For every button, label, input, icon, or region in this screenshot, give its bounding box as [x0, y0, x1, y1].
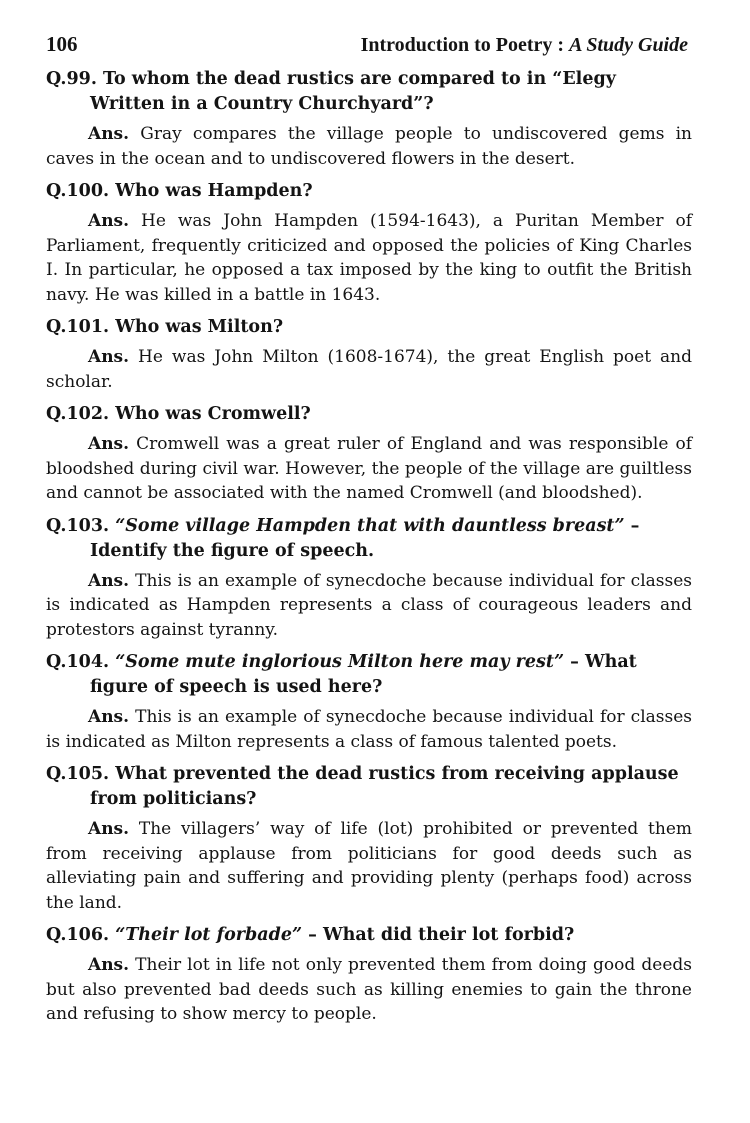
running-title-main: Introduction to Poetry :	[360, 34, 570, 56]
qa-list	[46, 67, 692, 1027]
question-text-after: – Identify the figure of speech.	[90, 515, 640, 561]
question-text: What prevented the dead rustics from receiving applause from politicians?	[90, 764, 679, 809]
question	[46, 402, 692, 427]
qa-item	[46, 179, 692, 307]
answer-text: He was John Milton (1608-1674), the great English poet and scholar.	[46, 347, 692, 392]
question	[46, 179, 692, 204]
answer-label: Ans.	[88, 434, 130, 454]
question-text: Who was Cromwell?	[115, 404, 311, 424]
qa-item	[46, 650, 692, 754]
answer-text: Their lot in life not only prevented them from doing good deeds but also prevented bad deeds such as killing enemies to gain the throne and refusing to show mercy to people.	[46, 955, 692, 1024]
question	[46, 650, 692, 700]
answer-text: He was John Hampden (1594-1643), a Puritan Member of Parliament, frequently criticized and opposed the policies of King Charles I. In particular, he opposed a tax imposed by the king to outfit the British navy. He was killed in a battle in 1643.	[46, 211, 692, 305]
question-text: To whom the dead rustics are compared to in “Elegy Written in a Country Churchyard”?	[90, 69, 616, 114]
question	[46, 923, 692, 948]
answer-label: Ans.	[88, 707, 130, 727]
answer-label: Ans.	[88, 570, 130, 591]
answer	[46, 705, 692, 754]
answer	[46, 432, 692, 506]
answer-label: Ans.	[88, 124, 130, 144]
question-number: Q.99.	[46, 69, 97, 89]
answer-text: This is an example of synecdoche because individual for classes is indicated as Hampden represents a class of courageous leaders and protestors against tyranny.	[46, 570, 693, 640]
running-title-italic: A Study Guide	[569, 34, 688, 56]
question	[46, 67, 692, 117]
answer-label: Ans.	[88, 347, 130, 367]
answer	[46, 953, 692, 1027]
answer-text: Gray compares the village people to undiscovered gems in caves in the ocean and to undiscovered flowers in the desert.	[46, 124, 692, 169]
question	[46, 762, 692, 812]
qa-item	[46, 923, 692, 1027]
question-number: Q.105.	[46, 764, 110, 784]
qa-item	[46, 67, 692, 171]
question-quote: “Their lot forbade”	[115, 925, 303, 945]
qa-item	[46, 514, 692, 643]
answer-label: Ans.	[88, 819, 130, 839]
answer	[46, 345, 692, 394]
question-number: Q.101.	[46, 317, 110, 337]
qa-item	[46, 315, 692, 394]
question-quote: “Some mute inglorious Milton here may rest”	[115, 652, 565, 672]
page-number: 106	[46, 32, 78, 56]
answer-text: Cromwell was a great ruler of England and was responsible of bloodshed during civil war. However, the people of the village are guiltless and cannot be associated with the named Cromwell (and bloodshed).	[46, 434, 693, 503]
qa-item	[46, 762, 692, 915]
answer	[46, 209, 692, 307]
answer	[46, 569, 692, 643]
running-title	[361, 34, 692, 57]
qa-item	[46, 402, 692, 506]
question-text: Who was Milton?	[115, 317, 284, 337]
question-number: Q.103.	[46, 515, 110, 536]
question-text: Who was Hampden?	[115, 181, 313, 201]
question	[46, 514, 692, 564]
answer-text: The villagers’ way of life (lot) prohibited or prevented them from receiving applause from politicians for good deeds such as alleviating pain and suffering and providing plenty (perhaps food) across the land.	[46, 819, 693, 913]
answer-label: Ans.	[88, 211, 130, 231]
answer-label: Ans.	[88, 955, 130, 975]
question-number: Q.100.	[46, 181, 110, 201]
question-number: Q.104.	[46, 652, 110, 672]
question	[46, 315, 692, 340]
question-number: Q.102.	[46, 404, 110, 424]
question-number: Q.106.	[46, 925, 110, 945]
page-header	[46, 32, 692, 57]
question-text-after: – What did their lot forbid?	[302, 925, 575, 945]
question-text-after: – What figure of speech is used here?	[90, 652, 637, 697]
answer-text: This is an example of synecdoche because individual for classes is indicated as Milton represents a class of famous talented poets.	[46, 707, 693, 752]
answer	[46, 817, 692, 915]
answer	[46, 122, 692, 171]
question-quote: “Some village Hampden that with dauntless breast”	[115, 515, 625, 536]
